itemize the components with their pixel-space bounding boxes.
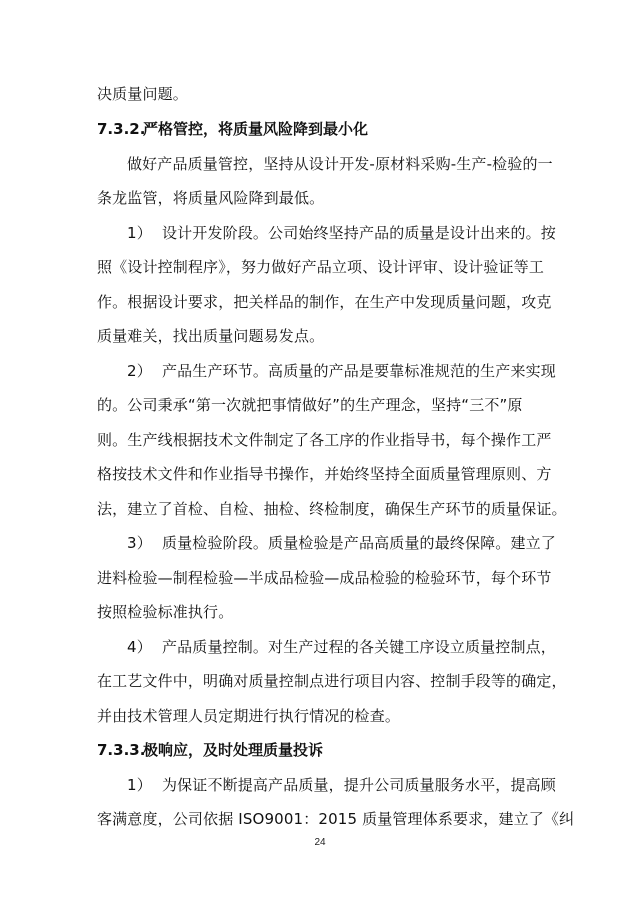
paragraph-line: 格按技术文件和作业指导书操作，并始终坚持全面质量管理原则、方 — [97, 465, 552, 483]
paragraph-line: 法，建立了首检、自检、抽检、终检制度，确保生产环节的质量保证。 — [97, 500, 567, 518]
list-number: 3） — [127, 534, 152, 552]
paragraph-line: 做好产品质量管控，坚持从设计开发-原材料采购-生产-检验的一 — [127, 155, 553, 173]
paragraph-line: 条龙监管，将质量风险降到最低。 — [97, 189, 325, 207]
page-number: 24 — [314, 837, 326, 848]
list-item-line: 2） 产品生产环节。高质量的产品是要靠标准规范的生产来实现 — [0, 357, 640, 385]
paragraph-line: 客满意度，公司依据 ISO9001：2015 质量管理体系要求，建立了《纠 — [97, 810, 575, 828]
list-number: 1） — [127, 224, 152, 242]
list-number: 2） — [127, 362, 152, 380]
paragraph-line: 决质量问题。 — [97, 85, 188, 103]
section-title: 严格管控，将质量风险降到最小化 — [143, 120, 369, 138]
paragraph-line: 按照检验标准执行。 — [97, 603, 234, 621]
list-item-line: 1） 为保证不断提高产品质量，提升公司质量服务水平，提高顾 — [0, 771, 640, 799]
section-heading-7-3-3 — [0, 736, 640, 764]
section-title: 极响应，及时处理质量投诉 — [143, 741, 324, 759]
paragraph-line: 则。生产线根据技术文件制定了各工序的作业指导书，每个操作工严 — [97, 431, 552, 449]
list-item-line: 3） 质量检验阶段。质量检验是产品高质量的最终保障。建立了 — [0, 529, 640, 557]
list-number: 1） — [127, 776, 152, 794]
list-item-line: 4） 产品质量控制。对生产过程的各关键工序设立质量控制点， — [0, 633, 640, 661]
list-number: 4） — [127, 638, 152, 656]
paragraph-line: 照《设计控制程序》，努力做好产品立项、设计评审、设计验证等工 — [97, 258, 545, 276]
paragraph-line: 质量难关，找出质量问题易发点。 — [97, 327, 325, 345]
paragraph-line: 作。根据设计要求，把关样品的制作，在生产中发现质量问题，攻克 — [97, 293, 552, 311]
section-number: 7.3.2. — [97, 120, 146, 138]
section-heading-7-3-2 — [0, 115, 640, 143]
paragraph-line: 进料检验—制程检验—半成品检验—成品检验的检验环节，每个环节 — [97, 569, 552, 587]
paragraph-line: 的。公司秉承“第一次就把事情做好”的生产理念，坚持“三不”原 — [97, 396, 523, 414]
paragraph-line: 并由技术管理人员定期进行执行情况的检查。 — [97, 707, 401, 725]
paragraph-line: 在工艺文件中，明确对质量控制点进行项目内容、控制手段等的确定， — [97, 672, 567, 690]
list-item-line: 1） 设计开发阶段。公司始终坚持产品的质量是设计出来的。按 — [0, 219, 640, 247]
section-number: 7.3.3. — [97, 741, 146, 759]
